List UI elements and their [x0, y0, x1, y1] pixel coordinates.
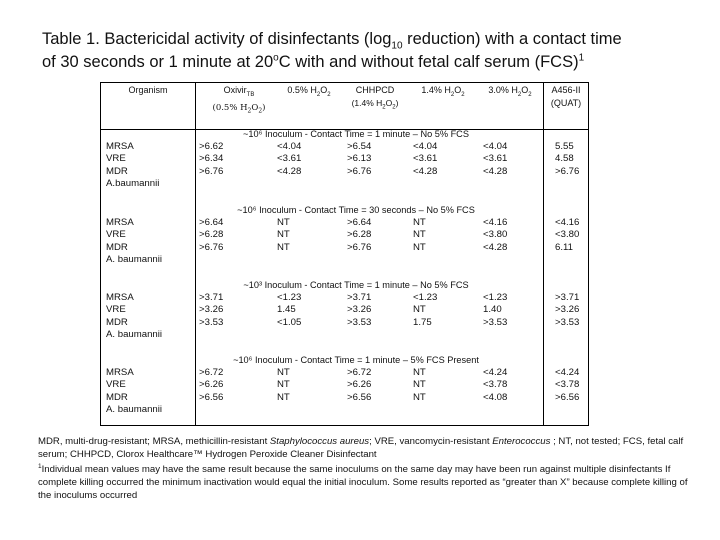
value-cell: <1.05 [277, 316, 302, 328]
section-title: ~10⁶ Inoculum - Contact Time = 30 seconds – No 5% FCS [237, 205, 475, 215]
value-cell: NT [413, 229, 426, 240]
organism-name: VRE [106, 304, 126, 315]
value-cell: <3.61 [277, 153, 302, 164]
value-cell: NT [277, 241, 290, 253]
value-cell: NT [413, 366, 426, 378]
table-header [101, 83, 588, 130]
value-cell: NT [277, 379, 290, 390]
value-cell: <4.16 [483, 216, 508, 228]
value-cell: 1.45 [277, 304, 296, 315]
value-cell: NT [277, 216, 290, 228]
value-cell: 5.55 [555, 140, 574, 152]
value-cell: >6.76 [199, 241, 224, 253]
value-cell: >6.76 [555, 165, 580, 177]
value-cell: <3.78 [555, 379, 580, 390]
value-cell: 6.11 [555, 241, 573, 253]
organism-name: A.baumannii [106, 178, 160, 189]
table-row [101, 217, 588, 230]
value-cell: 1.40 [483, 304, 502, 315]
value-cell: <3.61 [483, 153, 508, 164]
value-cell: >3.53 [347, 316, 372, 328]
value-cell: <4.28 [483, 241, 508, 253]
organism-name: MDR [106, 316, 128, 328]
value-cell: NT [413, 391, 426, 403]
organism-name: A. baumannii [106, 404, 162, 415]
value-cell: <4.28 [483, 165, 508, 177]
disinfectant-table [100, 82, 589, 426]
table-row [101, 317, 588, 330]
value-cell: >6.26 [199, 379, 224, 390]
table-row [101, 166, 588, 179]
header-0-5-h2o2: 0.5% $H_2O_2$ [287, 85, 331, 98]
section-title: ~10⁶ Inoculum - Contact Time = 1 minute – 5% FCS Present [233, 355, 479, 365]
caption-line-2: of 30 seconds or 1 minute at 20$^o$C with and without fetal calf serum (FCS)$^1$ [42, 52, 585, 71]
value-cell: <4.04 [483, 140, 508, 152]
organism-name: MRSA [106, 291, 134, 303]
value-cell: <4.16 [555, 216, 580, 228]
value-cell: >6.28 [347, 229, 372, 240]
value-cell: <3.78 [483, 379, 508, 390]
table-row [101, 292, 588, 305]
caption-line-1: Table 1. Bactericidal activity of disinfectants ($\log_{10}$ reduction) with a contact time [42, 30, 622, 52]
value-cell: >3.71 [347, 291, 372, 303]
value-cell: >6.54 [347, 140, 372, 152]
organism-name: A. baumannii [106, 329, 162, 340]
value-cell: >6.64 [347, 216, 372, 228]
table-row [101, 141, 588, 154]
table-row [101, 329, 588, 342]
value-cell: <3.80 [555, 229, 580, 240]
table-row [101, 304, 588, 317]
organism-name: MDR [106, 241, 128, 253]
table-row [101, 178, 588, 191]
value-cell: >3.53 [199, 316, 224, 328]
value-cell: NT [277, 391, 290, 403]
value-cell: <4.28 [277, 165, 302, 177]
table-row [101, 229, 588, 242]
value-cell: >3.53 [555, 316, 580, 328]
table-caption [42, 28, 702, 74]
value-cell: >6.76 [347, 241, 372, 253]
value-cell: >6.72 [199, 366, 224, 378]
value-cell: NT [413, 216, 426, 228]
table-row [101, 379, 588, 392]
table-footnotes [38, 436, 688, 502]
value-cell: 4.58 [555, 153, 574, 164]
value-cell: >6.34 [199, 153, 224, 164]
value-cell: >3.26 [555, 304, 580, 315]
value-cell: >6.13 [347, 153, 372, 164]
header-1-4-h2o2: 1.4% $H_2O_2$ [421, 85, 465, 98]
header-oxivir: Oxivir$_{TB}$ (0.5% $H_2O_2$) [212, 85, 266, 115]
value-cell: <4.28 [413, 165, 438, 177]
value-cell: <1.23 [483, 291, 508, 303]
table-row [101, 254, 588, 267]
section-title: ~10³ Inoculum - Contact Time = 1 minute – No 5% FCS [243, 280, 469, 290]
value-cell: >6.76 [199, 165, 224, 177]
value-cell: >3.53 [483, 316, 508, 328]
organism-name: MRSA [106, 140, 134, 152]
value-cell: >3.71 [555, 291, 580, 303]
value-cell: <4.08 [483, 391, 508, 403]
value-cell: NT [277, 229, 290, 240]
table-row [101, 404, 588, 417]
value-cell: >6.56 [555, 391, 580, 403]
organism-name: VRE [106, 153, 126, 164]
value-cell: <1.23 [277, 291, 302, 303]
footnote-1: $^1$Individual mean values may have the same result because the same inoculums on the same day may have been run against multiple disinfectants If complete killing occurred the minimum inactivation would equal the initial inoculum. Some results reported as “greater than X” because complete killing of the inoculums occurred [38, 463, 688, 501]
value-cell: >6.56 [199, 391, 224, 403]
header-organism: Organism [128, 85, 168, 95]
value-cell: <4.24 [483, 366, 508, 378]
organism-name: MRSA [106, 216, 134, 228]
value-cell: NT [413, 241, 426, 253]
value-cell: >3.26 [347, 304, 372, 315]
value-cell: <3.61 [413, 153, 438, 164]
organism-name: VRE [106, 229, 126, 240]
table-row [101, 367, 588, 380]
header-a456-quat: A456-II (QUAT) [550, 85, 582, 108]
value-cell: 1.75 [413, 316, 432, 328]
value-cell: <3.80 [483, 229, 508, 240]
value-cell: >6.64 [199, 216, 224, 228]
organism-name: VRE [106, 379, 126, 390]
table-row [101, 392, 588, 405]
value-cell: >6.28 [199, 229, 224, 240]
organism-name: MDR [106, 165, 128, 177]
value-cell: >6.62 [199, 140, 224, 152]
value-cell: <1.23 [413, 291, 438, 303]
header-3-0-h2o2: 3.0% $H_2O_2$ [488, 85, 532, 98]
header-chhpcd: CHHPCD (1.4% $H_2O_2$) [351, 85, 399, 111]
value-cell: NT [277, 366, 290, 378]
value-cell: >6.26 [347, 379, 372, 390]
table-row [101, 153, 588, 166]
value-cell: <4.24 [555, 366, 580, 378]
value-cell: NT [413, 379, 426, 390]
organism-name: MRSA [106, 366, 134, 378]
organism-name: A. baumannii [106, 254, 162, 265]
value-cell: <4.04 [413, 140, 438, 152]
value-cell: NT [413, 304, 426, 315]
value-cell: >3.71 [199, 291, 224, 303]
value-cell: >6.56 [347, 391, 372, 403]
value-cell: >3.26 [199, 304, 224, 315]
value-cell: >6.72 [347, 366, 372, 378]
table-row [101, 242, 588, 255]
value-cell: >6.76 [347, 165, 372, 177]
abbreviations-note: MDR, multi-drug-resistant; MRSA, methicillin-resistant Staphylococcus aureus; VRE, vancomycin-resistant Enterococcus ; NT, not tested; FCS, fetal calf serum; CHHPCD, Clorox Healthcare™ Hydrogen Peroxide Cleaner Disinfectant [38, 436, 684, 460]
value-cell: <4.04 [277, 140, 302, 152]
section-title: ~10⁶ Inoculum - Contact Time = 1 minute – No 5% FCS [243, 129, 469, 139]
organism-name: MDR [106, 391, 128, 403]
